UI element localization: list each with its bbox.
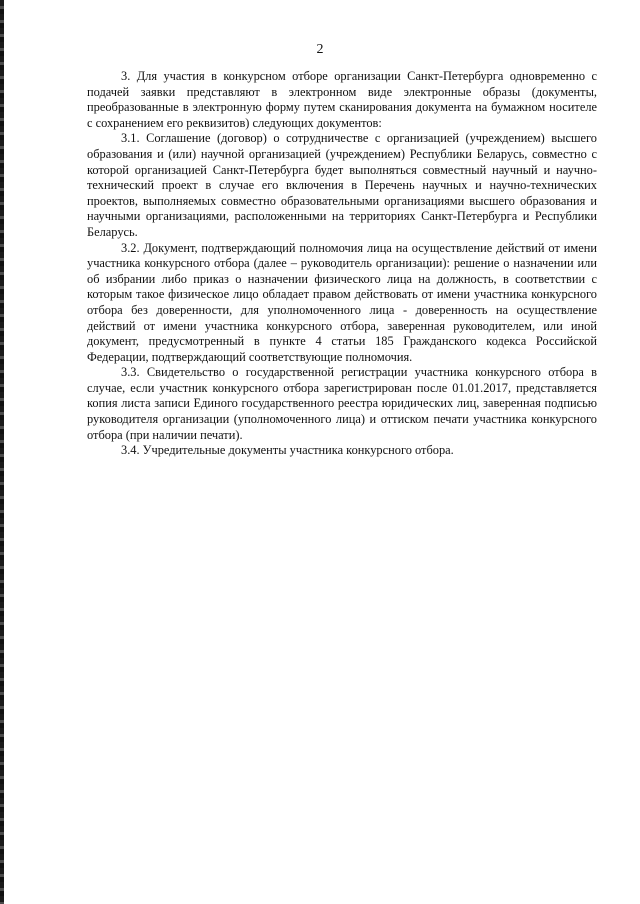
page-number: 2 xyxy=(316,42,324,57)
paragraph-3: 3. Для участия в конкурсном отборе организации Санкт-Петербурга одновременно с подачей заявки представляют в электронном виде электронные образы (документы, преобразованные в электронную форму путем сканирования документа на бумажном носителе с сохранением его реквизитов) следующих документов: xyxy=(87,69,597,130)
document-body xyxy=(87,69,597,459)
paragraph-3-2: 3.2. Документ, подтверждающий полномочия лица на осуществление действий от имени участника конкурсного отбора (далее – руководитель организации): решение о назначении или об избрании либо приказ о назначении физического лица на должность, в соответствии с которым такое физическое лицо обладает правом действовать от имени участника конкурсного отбора без доверенности, для уполномоченного лица - доверенность на осуществление действий от имени участника конкурсного отбора, заверенная руководителем, или иной документ, предусмотренный в пункте 4 статьи 185 Гражданского кодекса Российской Федерации, подтверждающий соответствующие полномочия. xyxy=(87,240,597,364)
scan-edge xyxy=(0,0,4,904)
paragraph-3-1: 3.1. Соглашение (договор) о сотрудничестве с организацией (учреждением) высшего образования и (или) научной организацией (учреждением) Республики Беларусь, совместно с которой организацией Санкт-Петербурга будет выполняться совместный научный и научно-технический проект в случае его включения в Перечень научных и научно-технических проектов, выполняемых совместно образовательными организациями высшего образования и научными организациями, расположенными на территориях Санкт-Петербурга и Республики Беларусь. xyxy=(87,131,597,239)
paragraph-3-4: 3.4. Учредительные документы участника конкурсного отбора. xyxy=(121,443,454,458)
paragraph-3-3: 3.3. Свидетельство о государственной регистрации участника конкурсного отбора в случае, если участник конкурсного отбора зарегистрирован после 01.01.2017, представляется копия листа записи Единого государственного реестра юридических лиц, заверенная подписью руководителя организации (уполномоченного лица) и оттиском печати участника конкурсного отбора (при наличии печати). xyxy=(87,365,597,442)
